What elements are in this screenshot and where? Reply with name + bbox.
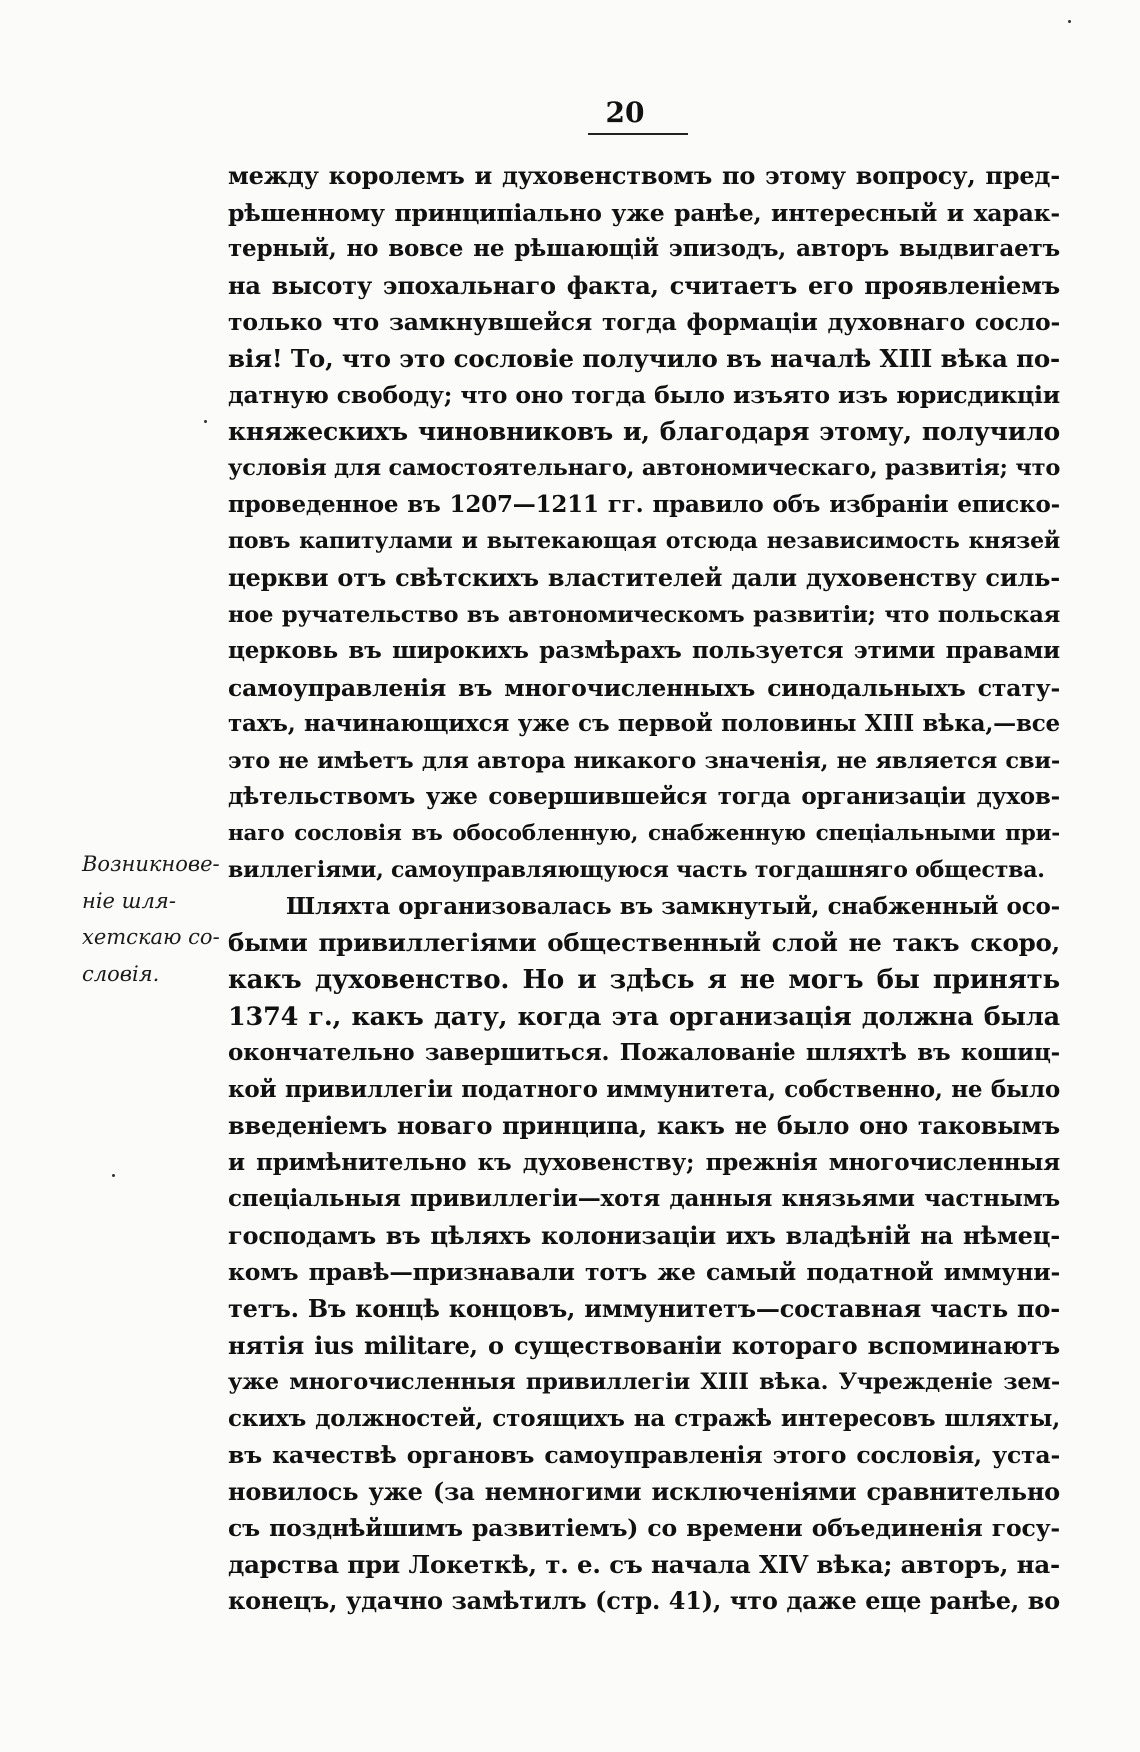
margin-note-line: ніе шля- xyxy=(82,888,176,913)
text-line: новилось уже (за немногими исключеніями сравнительно xyxy=(228,1476,1060,1506)
text-line: на высоту эпохальнаго факта, считаетъ его проявленіемъ xyxy=(228,270,1060,300)
text-line: комъ правѣ—признавали тотъ же самый податной иммуни- xyxy=(228,1258,1060,1287)
text-line: рѣшенному принципіально уже ранѣе, интересный и харак- xyxy=(228,198,1060,227)
text-line: господамъ въ цѣляхъ колонизаціи ихъ владѣній на нѣмец- xyxy=(228,1220,1060,1250)
text-line: и примѣнительно къ духовенству; прежнія многочисленныя xyxy=(228,1148,1060,1176)
text-line: повъ капитулами и вытекающая отсюда независимость князей xyxy=(228,528,1060,555)
text-line: дарства при Локеткѣ, т. е. съ начала XIV вѣка; авторъ, на- xyxy=(228,1549,1060,1579)
text-line: какъ духовенство. Но и здѣсь я не могъ бы принять xyxy=(228,965,1060,996)
text-line: кой привиллегіи податного иммунитета, собственно, не было xyxy=(228,1075,1060,1103)
scan-speck xyxy=(1068,20,1071,23)
text-line: церковь въ широкихъ размѣрахъ пользуется этими правами xyxy=(228,637,1060,665)
text-line: дѣтельствомъ уже совершившейся тогда организаціи духов- xyxy=(228,783,1060,811)
text-line: самоуправленія въ многочисленныхъ синодальныхъ стату- xyxy=(228,673,1060,702)
text-line: быми привиллегіями общественный слой не такъ скоро, xyxy=(228,928,1060,958)
page-number-rule xyxy=(588,133,688,135)
margin-note-line: словія. xyxy=(82,961,160,986)
scan-speck xyxy=(112,1174,115,1177)
text-line: условія для самостоятельнаго, автономическаго, развитія; что xyxy=(228,455,1061,482)
text-line: ное ручательство въ автономическомъ развитіи; что польская xyxy=(228,601,1060,628)
text-line: только что замкнувшейся тогда формаціи духовнаго сосло- xyxy=(228,308,1060,337)
body-text xyxy=(228,158,1060,1620)
text-line: терный, но вовсе не рѣшающій эпизодъ, авторъ выдвигаетъ xyxy=(228,235,1060,263)
text-line: вія! То, что это сословіе получило въ началѣ XIII вѣка по- xyxy=(228,343,1060,373)
text-line: конецъ, удачно замѣтилъ (стр. 41), что даже еще ранѣе, во xyxy=(228,1586,1060,1616)
text-line: спеціальныя привиллегіи—хотя данныя князьями частнымъ xyxy=(228,1185,1060,1213)
text-line: 1374 г., какъ дату, когда эта организація должна была xyxy=(228,1001,1060,1032)
paragraph-first-line: Шляхта организовалась въ замкнутый, снабженный осо- xyxy=(286,892,1060,920)
text-line: это не имѣетъ для автора никакого значенія, не является сви- xyxy=(228,747,1060,774)
text-line: церкви отъ свѣтскихъ властителей дали духовенству силь- xyxy=(228,563,1060,593)
margin-note-line: хетскаю со- xyxy=(82,925,220,950)
text-line: тетъ. Въ концѣ концовъ, иммунитетъ—составная часть по- xyxy=(228,1293,1060,1323)
margin-note xyxy=(82,846,222,992)
text-line: въ качествѣ органовъ самоуправленія этого сословія, уста- xyxy=(228,1441,1060,1470)
text-line: наго сословія въ обособленную, снабженную спеціальными при- xyxy=(228,820,1060,846)
text-line: проведенное въ 1207—1211 гг. правило объ избраніи еписко- xyxy=(228,490,1060,518)
text-line: введеніемъ новаго принципа, какъ не было оно таковымъ xyxy=(228,1111,1060,1141)
scan-speck xyxy=(204,420,207,423)
page-number: 20 xyxy=(605,96,645,129)
margin-note-line: Возникнове- xyxy=(82,852,220,876)
text-line: между королемъ и духовенствомъ по этому вопросу, пред- xyxy=(228,161,1060,190)
text-line: датную свободу; что оно тогда было изъято изъ юрисдикціи xyxy=(228,381,1060,410)
text-line: съ позднѣйшимъ развитіемъ) со времени объединенія госу- xyxy=(228,1514,1060,1543)
text-line: нятія ius militare, о существованіи котораго вспоминаютъ xyxy=(228,1330,1060,1360)
text-line: виллегіями, самоуправляющуюся часть тогдашняго общества. xyxy=(228,857,1045,884)
text-line: княжескихъ чиновниковъ и, благодаря этому, получило xyxy=(228,416,1060,446)
text-line: тахъ, начинающихся уже съ первой половины XIII вѣка,—все xyxy=(228,710,1060,738)
text-line: уже многочисленныя привиллегіи XIII вѣка. Учрежденіе зем- xyxy=(228,1369,1060,1396)
text-line: окончательно завершиться. Пожалованіе шляхтѣ въ кошиц- xyxy=(228,1039,1060,1067)
text-line: скихъ должностей, стоящихъ на стражѣ интересовъ шляхты, xyxy=(228,1404,1060,1432)
